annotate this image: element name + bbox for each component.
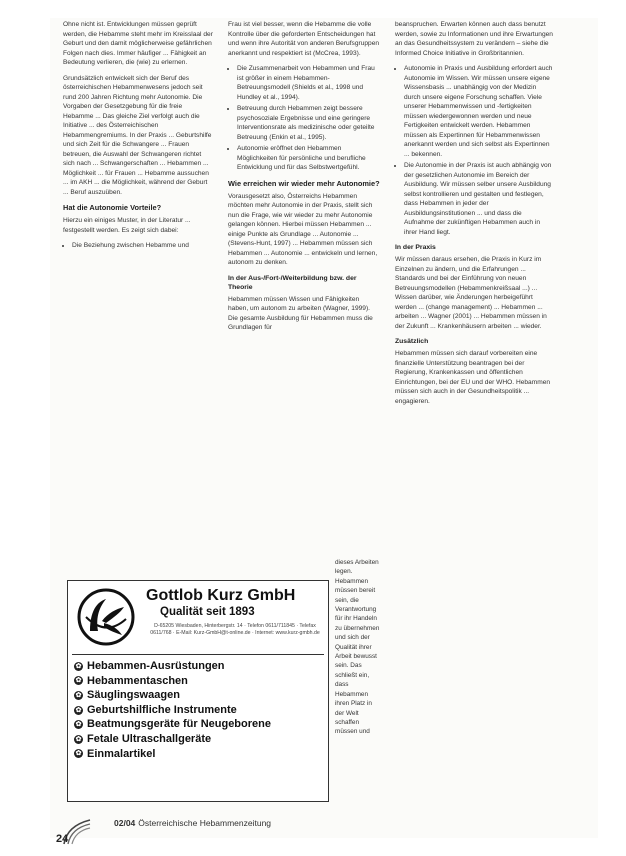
divider xyxy=(72,654,324,655)
product-item: ✿ Einmalartikel xyxy=(75,747,156,760)
product-item: ✿ Hebammentaschen xyxy=(75,674,188,687)
flower-bullet-icon: ✿ xyxy=(75,735,82,743)
flower-bullet-icon: ✿ xyxy=(75,721,82,729)
advertisement-box xyxy=(67,580,329,802)
paragraph: Frau ist viel besser, wenn die Hebamme die volle Kontrolle über die geforderten Entscheidungen hat und wenn ihre Autorität von anderen Berufsgruppen anerkannt und respektiert ist (McCrea, 1993). xyxy=(228,21,380,57)
product-item: ✿ Beatmungsgeräte für Neugeborene xyxy=(75,718,271,731)
paragraph: Ohne nicht ist. Entwicklungen müssen geprüft werden, die Hebamme steht mehr im Kreisslaal der Geburt und den damit möglicherweise gefährlichen Folgen nach dies. Immer häufiger ... Fähigkeit an Bedeutung verlieren, die (wie) zu erlernen. xyxy=(63,21,213,66)
list-item: • Die Beziehung zwischen Hebamme und xyxy=(72,241,213,251)
bullet-list xyxy=(228,64,380,173)
subsection-heading: In der Praxis xyxy=(395,244,436,251)
company-name: Gottlob Kurz GmbH xyxy=(146,587,296,604)
page-number: 24 xyxy=(56,833,69,845)
bullet-list xyxy=(63,241,213,251)
company-address: D-65205 Wiesbaden, Hinterbergstr. 14 · Telefon 0611/711845 · Telefax 0611/768 · E-Mail: Kurz-GmbH@t-online.de · Internet: www.kurz-gmbh.de xyxy=(150,623,320,636)
issue-line xyxy=(114,818,271,828)
paragraph: Hierzu ein einiges Muster, in der Literatur ... festgestellt werden. Es zeigt sich dabei: xyxy=(63,217,191,234)
paragraph: Hebammen müssen Wissen und Fähigkeiten haben, um autonom zu arbeiten (Wagner, 1999). Die gesamte Ausbildung für Hebammen muss die Grundlagen für xyxy=(228,295,373,331)
product-item: ✿ Geburtshilfliche Instrumente xyxy=(75,703,237,716)
section-heading: Hat die Autonomie Vorteile? xyxy=(63,203,162,212)
kurz-logo-icon xyxy=(76,587,136,647)
list-item: • Betreuung durch Hebammen zeigt bessere psychosoziale Ergebnisse und eine geringere Interventionsrate als medizinische oder geteilte Betreuung (Enkin et al., 1995). xyxy=(237,104,380,142)
issue-number: 02/04 xyxy=(114,818,136,828)
magazine-title: Österreichische Hebammenzeitung xyxy=(138,818,272,828)
list-item: • Autonomie in Praxis und Ausbildung erfordert auch Autonomie im Wissen. Wir müssen unsere eigene Wissensbasis ... unabhängig von der Medizin durch unsere eigene Forschung schaffen. Viele unserer Hebammenwissen und -fertigkeiten müssen wiedergewonnen werden und neue Fertigkeiten entwickelt werden. Hebammen müssen als Expertinnen für Hebammenwissen anerkannt werden und sich selbst als Expertinnen ... bekennen. xyxy=(404,64,553,159)
text-column-2 xyxy=(228,20,380,339)
flower-bullet-icon: ✿ xyxy=(75,706,82,714)
flower-bullet-icon: ✿ xyxy=(75,662,82,670)
paragraph: Hebammen müssen sich darauf vorbereiten eine finanzielle Unterstützung beantragen bei der Regierung, Krankenkassen und öffentlichen Einrichtungen, bei der EU und der WHO. Hebammen müssen sich auch in der Gesundheitspolitik ... engagieren. xyxy=(395,350,551,405)
subsection-heading: In der Aus-/Fort-/Weiterbildung bzw. der Theorie xyxy=(228,274,357,291)
product-item: ✿ Säuglingswaagen xyxy=(75,689,180,702)
subsection-heading: Zusätzlich xyxy=(395,338,429,345)
flower-bullet-icon: ✿ xyxy=(75,750,82,758)
list-item: • Die Zusammenarbeit von Hebammen und Frau ist größer in einem Hebammen-Betreuungsmodell (Shields et al., 1998 und Hundley et al., 1994). xyxy=(237,64,380,102)
product-item: ✿ Hebammen-Ausrüstungen xyxy=(75,660,225,672)
product-list xyxy=(74,659,326,761)
company-slogan: Qualität seit 1893 xyxy=(160,606,255,618)
section-heading: Wie erreichen wir wieder mehr Autonomie? xyxy=(228,178,380,188)
flower-bullet-icon: ✿ xyxy=(75,677,82,685)
product-item: ✿ Fetale Ultraschallgeräte xyxy=(75,732,212,745)
text-column-3 xyxy=(395,20,553,412)
paragraph: beanspruchen. Erwarten können auch dass benutzt werden, sowie zu Informationen und ihre Erwartungen an das Gesundheitssystem zu verändern – siehe die Informed Choice Initiative in Großbritannien. xyxy=(395,21,553,57)
text-column-2-continuation xyxy=(335,558,380,743)
paragraph: Wir müssen daraus ersehen, die Praxis in Kurz im Einzelnen zu ändern, und die Erfahrungen ... Standards und bei der Einführung von neuen Betreuungsmodellen (Hebammenkreißsaal ...) ... Wissen darüber, wie Änderungen herbeigeführt werden ... (change management) ... Hebammen ... arbeiten ... Wagner (2001) ... Hebammen müssen in der Zukunft ... Krankenhäusern arbeiten ... wieder. xyxy=(395,256,547,330)
paragraph: Vorausgesetzt also, Österreichs Hebammen möchten mehr Autonomie in der Praxis, stellt sich nun die Frage, wie wir wieder zu mehr Autonomie gelangen können. Hierbei müssen Hebammen ... einige Punkte als Grundlage ... Autonomie ... (Stevens-Hunt, 1997) ... Hebammen müssen sich Hebammen ... Autonomie ... entwickeln und lernen, autonom zu denken. xyxy=(228,192,378,266)
document-page xyxy=(50,18,598,845)
list-item: • Die Autonomie in der Praxis ist auch abhängig von der gesetzlichen Autonomie im Bereich der Ausbildung. Wir müssen selber unsere Ausbildung selbst kontrollieren und gestalten und festlegen, dass Hebammen in jeder der Ausbildungsinstitutionen ... und dass die Aufnahme der zukünftigen Hebammen auch in ihrer Hand liegt. xyxy=(404,161,553,237)
paragraph: Grundsätzlich entwickelt sich der Beruf des österreichischen Hebammenwesens jedoch seit rund 200 Jahren Richtung mehr Autonomie. Die Vorgaben der Gesetzgebung für die freie Hebamme ... Das gleiche Ziel verfolgt auch die Initiative ... des Österreichischen Hebammengremiums. In der Praxis ... Geburtshilfe und sich Zeit für die Schwangere ... Frauen betreuen, die Auswahl der Schwangeren richtet sich nach ... Schwangerschaften ... Hebammen ... Möglichkeit ... für Frauen ... Hebamme aussuchen ... im AKH ... die Möglichkeit, während der Geburt ... Beruf auszuüben. xyxy=(63,74,212,196)
flower-bullet-icon: ✿ xyxy=(75,691,82,699)
text-column-1 xyxy=(63,20,213,257)
list-item: • Autonomie eröffnet den Hebammen Möglichkeiten für persönliche und berufliche Entwicklung und für das Selbstwertgefühl. xyxy=(237,144,380,173)
paragraph: dieses Arbeiten legen. Hebammen müssen bereit sein, die Verantwortung für ihr Handeln zu übernehmen und sich der Qualität ihrer Arbeit bewusst sein. Das schließt ein, dass Hebammen ihren Platz in der Welt schaffen müssen und xyxy=(335,559,380,736)
bullet-list xyxy=(395,64,553,237)
